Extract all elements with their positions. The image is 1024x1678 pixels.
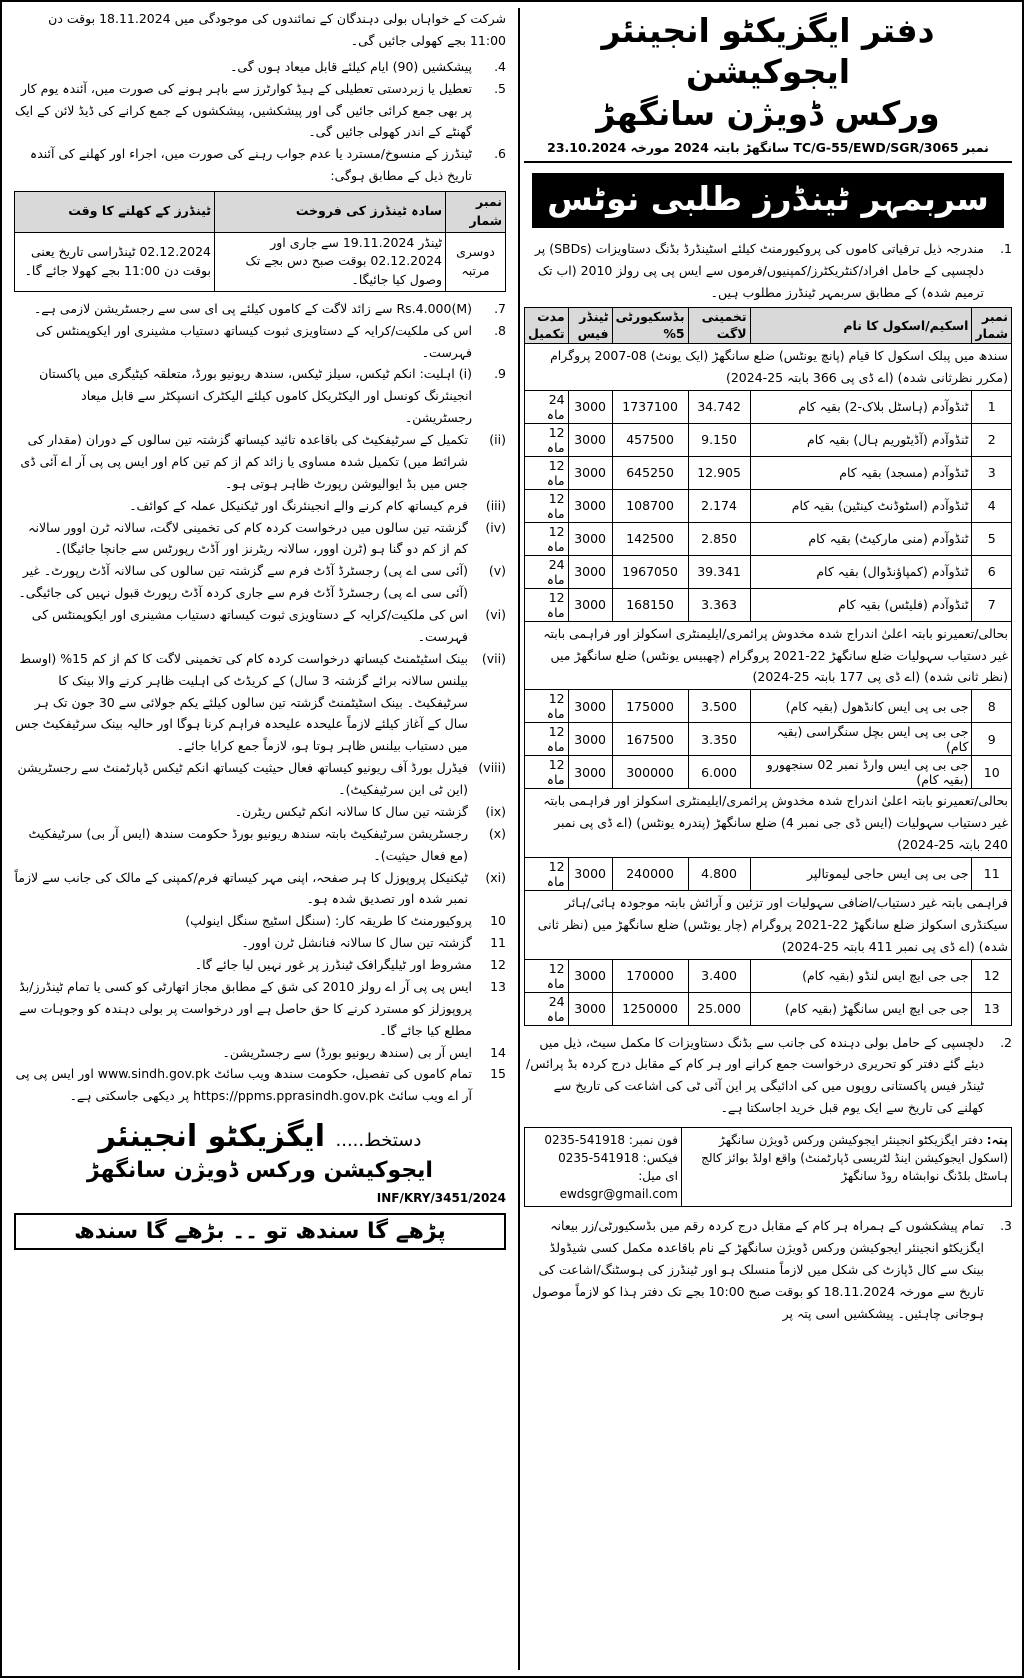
row-cost: 39.341 xyxy=(688,555,750,588)
para-3 xyxy=(524,1215,1012,1324)
row-period: 12 ماہ xyxy=(525,857,569,890)
eligibility-item-text: گزشتہ تین سال کا سالانہ انکم ٹیکس ریٹرن۔ xyxy=(234,803,468,819)
header-fee: ٹینڈر فیس xyxy=(568,308,612,344)
row-tender-fee: 3000 xyxy=(568,456,612,489)
items-group-c xyxy=(14,910,506,1107)
continued-text: شرکت کے خواہاں بولی دہندگان کے نمائندوں کی موجودگی میں 18.11.2024 بوقت دن 11:00 بجے کھولی جائیں گی۔ xyxy=(48,11,506,48)
row-period: 12 ماہ xyxy=(525,489,569,522)
row-serial: 2 xyxy=(972,423,1012,456)
list-item-text: تعطیل یا زبردستی تعطیلی کے ہیڈ کوارٹرز سے باہر ہونے کی صورت میں، آئندہ یوم کار پر بھی جمع کرائی جائیں گی اور پیشکشیں، پیشکشوں کے جمع کرانے کی ڈیڈ لائن کے ایک گھنٹے کے اندر کھولی جائیں گی۔ xyxy=(14,80,472,140)
address-box xyxy=(524,1127,1012,1207)
notice-banner: سربمہر ٹینڈرز طلبی نوٹس xyxy=(532,173,1004,228)
retender-table xyxy=(14,191,506,292)
scheme-group-row xyxy=(525,621,1012,690)
list-item xyxy=(14,932,506,954)
eligibility-item-text: تکمیل کے سرٹیفکیٹ کی باقاعدہ تائید کیساتھ گزشتہ تین سالوں کے دوران (مقدار کی شرائط میں) تکمیل شدہ مساوی یا زائد کم از کم تین کام اور ایس پی پی آر اے آئی ڈی جس میں بڈ ایوالیوشن رپورٹ ظاہر ہوتی ہو۔ xyxy=(20,432,468,491)
list-item-num: 7. xyxy=(494,300,506,316)
eligibility-item-text: فیڈرل بورڈ آف ریونیو کیساتھ فعال حیثیت کیساتھ انکم ٹیکس ڈپارٹمنٹ سے رجسٹریشن (این ٹی این سرٹیفکیٹ)۔ xyxy=(17,760,468,797)
phone-label: فون نمبر: xyxy=(628,1133,678,1147)
eligibility-item-text: (آئی سی اے پی) رجسٹرڈ آڈٹ فرم سے گزشتہ تین سالوں کی سالانہ آڈٹ رپورٹ۔ غیر (آئی سی اے پی) رجسٹرڈ آڈٹ فرم سے جاری کردہ آڈٹ رپورٹ قبول نہیں کی جائیگی۔ xyxy=(18,563,468,601)
list-item xyxy=(14,56,506,78)
table-row xyxy=(525,390,1012,423)
row-bid-security: 300000 xyxy=(612,756,688,789)
items-group-b xyxy=(14,298,506,429)
row-serial: 11 xyxy=(972,857,1012,890)
signature-block xyxy=(14,1119,506,1154)
row-serial: 4 xyxy=(972,489,1012,522)
signature-label: دستخط..... xyxy=(335,1130,422,1152)
list-item-num: 10 xyxy=(490,913,506,929)
phone-number: 0235-541918 xyxy=(544,1133,626,1147)
para-2 xyxy=(524,1032,1012,1120)
list-item-num: 6. xyxy=(494,146,506,162)
list-item-num: 11 xyxy=(490,935,506,951)
eligibility-item-num: (viii) xyxy=(478,760,506,776)
row-serial: 1 xyxy=(972,390,1012,423)
row-serial: 12 xyxy=(972,959,1012,992)
row-cost: 6.000 xyxy=(688,756,750,789)
inf-number: INF/KRY/3451/2024 xyxy=(376,1191,506,1206)
list-item xyxy=(14,954,506,976)
list-item-text: ایس آر بی (سندھ ریونیو بورڈ) سے رجسٹریشن۔ xyxy=(222,1044,472,1060)
row-serial: 13 xyxy=(972,992,1012,1025)
list-item-text: ٹینڈرز کے منسوخ/مسترد یا عدم جواب رہنے کی صورت میں، اجراء اور کھلنے کی آئندہ تاریخ ذیل کے مطابق ہوگی: xyxy=(29,146,472,184)
scheme-group-row xyxy=(525,789,1012,858)
eligibility-item xyxy=(14,604,506,648)
list-item-num: 9. xyxy=(494,366,506,382)
row-period: 12 ماہ xyxy=(525,690,569,723)
row-bid-security: 168150 xyxy=(612,588,688,621)
list-item-text: تمام کاموں کی تفصیل، حکومت سندھ ویب سائٹ www.sindh.gov.pk اور ایس پی پی آر اے ویب سائٹ https://ppms.pprasindh.gov.pk پر دیکھی جاسکتی ہے۔ xyxy=(15,1066,472,1104)
eligibility-item xyxy=(14,823,506,867)
right-column xyxy=(518,8,1018,1670)
list-item-num: 13 xyxy=(490,978,506,994)
row-serial: 6 xyxy=(972,555,1012,588)
row-bid-security: 645250 xyxy=(612,456,688,489)
list-item-text: گزشتہ تین سال کا سالانہ فنانشل ٹرن اوور۔ xyxy=(241,935,472,951)
eligibility-item xyxy=(14,648,506,757)
row-period: 12 ماہ xyxy=(525,456,569,489)
eligibility-item-text: گزشتہ تین سالوں میں درخواست کردہ کام کی تخمینی لاگت، سالانہ ٹرن اوور سالانہ کم از کم دو گنا ہو (ٹرن اوور، سالانہ ریٹرنز اور آڈٹ رپورٹس سے جانچا جائیگا)۔ xyxy=(28,519,468,557)
row-tender-fee: 3000 xyxy=(568,555,612,588)
list-item xyxy=(14,363,506,429)
list-item-num: 12 xyxy=(490,957,506,972)
row-tender-fee: 3000 xyxy=(568,857,612,890)
row-serial: 9 xyxy=(972,723,1012,756)
table-row xyxy=(525,723,1012,756)
signature-title: ایگزیکٹو انجینئر xyxy=(98,1119,326,1155)
intro-paragraph xyxy=(524,238,1012,304)
list-item-text: ایس پی پی آر اے رولز 2010 کی شق کے مطابق مجاز اتھارٹی کو کسی یا تمام ٹینڈرز/بڈ پروپوزلز کو مسترد کرنے کا حق حاصل ہے اور درخواست پر بولی دہندہ کو وجوہات سے مطلع کیا جائے گا۔ xyxy=(19,978,472,1038)
address-left xyxy=(682,1128,1011,1206)
row-cost: 3.500 xyxy=(688,690,750,723)
eligibility-item xyxy=(14,517,506,561)
scheme-group-row xyxy=(525,890,1012,959)
eligibility-item xyxy=(14,867,506,911)
row-cost: 9.150 xyxy=(688,423,750,456)
retender-serial: دوسری مرتبہ xyxy=(446,232,506,291)
office-subtitle: ورکس ڈویژن سانگھڑ xyxy=(596,93,940,133)
header-period: مدت تکمیل xyxy=(525,308,569,344)
row-bid-security: 240000 xyxy=(612,857,688,890)
row-period: 24 ماہ xyxy=(525,555,569,588)
scheme-group-row xyxy=(525,343,1012,390)
list-item-text: مشروط اور ٹیلیگرافک ٹینڈرز پر غور نہیں لیا جائے گا۔ xyxy=(194,957,472,972)
eligibility-item-text: رجسٹریشن سرٹیفکیٹ بابتہ سندھ ریونیو بورڈ حکومت سندھ (ایس آر بی) سرٹیفکیٹ (مع فعال حیثیت)۔ xyxy=(28,825,468,863)
list-item xyxy=(14,320,506,364)
reference-number: نمبر TC/G-55/EWD/SGR/3065 سانگھڑ بابتہ 2024 مورخہ 23.10.2024 xyxy=(524,140,1012,163)
row-period: 12 ماہ xyxy=(525,723,569,756)
eligibility-item-num: (ix) xyxy=(485,803,506,819)
row-scheme-name: جی جی ایچ ایس سانگھڑ (بقیہ کام) xyxy=(750,992,972,1025)
table-row xyxy=(525,423,1012,456)
row-bid-security: 142500 xyxy=(612,522,688,555)
row-scheme-name: ٹنڈوآدم (کمپاؤنڈوال) بقیہ کام xyxy=(750,555,972,588)
eligibility-item-text: فرم کیساتھ کام کرنے والے انجینئرنگ اور ٹیکنیکل عملہ کے کوائف۔ xyxy=(129,497,468,513)
scheme-group-heading: بحالی/تعمیرنو بابتہ اعلیٰ اندراج شدہ مخدوش پرائمری/ایلیمنٹری اسکولز اور فراہمی بابتہ غیر دستیاب سہولیات (ایس ڈی جی نمبر 4) ضلع سانگھڑ (پندرہ یونٹس) (اے ڈی پی نمبر 240 بابتہ 25-2024) xyxy=(525,789,1012,858)
row-tender-fee: 3000 xyxy=(568,588,612,621)
intro-num: 1. xyxy=(1000,240,1012,256)
header-scheme: اسکیم/اسکول کا نام xyxy=(750,308,972,344)
table-row xyxy=(525,690,1012,723)
row-bid-security: 1967050 xyxy=(612,555,688,588)
eligibility-item-text: اس کی ملکیت/کرایہ کے دستاویزی ثبوت کیساتھ دستیاب مشینری اور ایکوپمنٹس کی فہرست۔ xyxy=(31,607,468,644)
row-cost: 3.350 xyxy=(688,723,750,756)
works-table xyxy=(524,307,1012,1025)
list-item-text: پیشکشیں (90) ایام کیلئے قابل میعاد ہوں گی۔ xyxy=(230,58,472,74)
works-table-header xyxy=(525,308,1012,344)
intro-text: مندرجہ ذیل ترقیاتی کاموں کی پروکیورمنٹ کیلئے اسٹینڈرڈ بڈنگ دستاویزات (SBDs) پر دلچسپی کے حامل افراد/کنٹریکٹرز/کمپنیوں/فرموں سے ایس پی پی رولز 2010 (اب تک ترمیم شدہ) کے مطابق سربمہر ٹینڈرز مطلوب ہیں۔ xyxy=(534,240,984,300)
eligibility-item-text: ٹیکنیکل پروپوزل کا ہر صفحہ، اپنی مہر کیساتھ فرم/کمپنی کے مالک کی جانب سے لازماً نمبر شدہ اور تصدیق شدہ ہو۔ xyxy=(14,869,468,907)
retender-row xyxy=(15,232,506,291)
row-tender-fee: 3000 xyxy=(568,522,612,555)
table-row xyxy=(525,456,1012,489)
row-scheme-name: ٹنڈوآدم (اسٹوڈنٹ کینٹین) بقیہ کام xyxy=(750,489,972,522)
scheme-group-heading: سندھ میں پبلک اسکول کا قیام (پانچ یونٹس) ضلع سانگھڑ (ایک یونٹ) 08-2007 پروگرام (مکرر نظرثانی شدہ) (اے ڈی پی 366 بابتہ 25-2024) xyxy=(525,343,1012,390)
fax-number: 0235-541918 xyxy=(558,1151,639,1165)
table-row xyxy=(525,555,1012,588)
row-bid-security: 175000 xyxy=(612,690,688,723)
row-serial: 3 xyxy=(972,456,1012,489)
row-cost: 25.000 xyxy=(688,992,750,1025)
row-cost: 3.400 xyxy=(688,959,750,992)
eligibility-item-num: (vii) xyxy=(481,650,506,666)
eligibility-item xyxy=(14,560,506,604)
row-scheme-name: جی بی پی ایس بچل سنگراسی (بقیہ کام) xyxy=(750,723,972,756)
eligibility-item xyxy=(14,757,506,801)
list-item-num: 4. xyxy=(494,58,506,74)
row-period: 12 ماہ xyxy=(525,588,569,621)
list-item xyxy=(14,1063,506,1107)
list-item-text: پروکیورمنٹ کا طریقہ کار: (سنگل اسٹیج سنگل اینولپ) xyxy=(185,913,472,929)
row-cost: 4.800 xyxy=(688,857,750,890)
row-scheme-name: جی بی پی ایس حاجی لیموتالپر xyxy=(750,857,972,890)
table-row xyxy=(525,959,1012,992)
address-label: پتہ: xyxy=(986,1133,1008,1147)
para-3-text: تمام پیشکشوں کے ہمراہ ہر کام کے مقابل درج کردہ رقم میں بڈسکیورٹی/زر بیعانہ ایگزیکٹو انجینئر ایجوکیشن ورکس ڈویژن سانگھڑ کے نام باقاعدہ مکمل کسی شیڈولڈ بینک سے کال ڈپازٹ کی شکل میں لازماً منسلک ہو اور ٹینڈرز کی ہوسٹنگ/اشاعت کی تاریخ سے مورخہ 18.11.2024 کو بوقت صبح 10:00 بجے تک دفتر ہذا کو لازماً موصول ہوجانی چاہئیں۔ پیشکشیں اسی پتہ پر xyxy=(532,1218,984,1321)
row-scheme-name: جی بی پی ایس کانڈھول (بقیہ کام) xyxy=(750,690,972,723)
row-tender-fee: 3000 xyxy=(568,423,612,456)
eligibility-item-num: (xi) xyxy=(485,869,506,885)
row-period: 12 ماہ xyxy=(525,756,569,789)
retender-sale: ٹینڈر 19.11.2024 سے جاری اور 02.12.2024 بوقت صبح دس بجے تک وصول کیا جائیگا۔ xyxy=(215,232,446,291)
row-serial: 5 xyxy=(972,522,1012,555)
eligibility-item xyxy=(14,495,506,517)
row-serial: 10 xyxy=(972,756,1012,789)
row-period: 24 ماہ xyxy=(525,390,569,423)
eligibility-item-num: (x) xyxy=(488,825,506,841)
eligibility-item-text: بینک اسٹیٹمنٹ کیساتھ درخواست کردہ کام کی تخمینی لاگت کا کم از کم 15% (اوسط بیلنس سالانہ برائے گزشتہ 3 سال) کے کریڈٹ کی اہلیت ظاہر کرنے والا بینک کا سرٹیفکیٹ۔ بینک اسٹیٹمنٹ گزشتہ تین سالوں کیلئے یکم جولائی سے 30 جون تک ہر سال کے آغاز کیلئے لازماً علیحدہ علیحدہ فراہم کرنا ہوگا اور حالیہ بینک سرٹیفکیٹ جس میں دستیاب بیلنس ظاہر ہوتا ہو، لازماً جمع کرایا جائے۔ xyxy=(15,650,468,754)
row-bid-security: 108700 xyxy=(612,489,688,522)
eligibility-item-num: (iii) xyxy=(485,497,506,513)
left-column xyxy=(10,8,510,1670)
list-item xyxy=(14,976,506,1042)
row-bid-security: 1737100 xyxy=(612,390,688,423)
row-cost: 2.850 xyxy=(688,522,750,555)
table-row xyxy=(525,756,1012,789)
row-cost: 34.742 xyxy=(688,390,750,423)
list-item-num: 14 xyxy=(490,1044,506,1060)
row-scheme-name: ٹنڈوآدم (مسجد) بقیہ کام xyxy=(750,456,972,489)
row-scheme-name: ٹنڈوآدم (منی مارکیٹ) بقیہ کام xyxy=(750,522,972,555)
slogan: پڑھے گا سندھ تو ۔۔ بڑھے گا سندھ xyxy=(14,1213,506,1250)
row-tender-fee: 3000 xyxy=(568,992,612,1025)
eligibility-item-num: (ii) xyxy=(489,432,506,447)
row-serial: 8 xyxy=(972,690,1012,723)
eligibility-item xyxy=(14,429,506,495)
row-scheme-name: ٹنڈوآدم (ہاسٹل بلاک-2) بقیہ کام xyxy=(750,390,972,423)
list-item xyxy=(14,298,506,320)
header-cost: تخمینی لاگت xyxy=(688,308,750,344)
row-tender-fee: 3000 xyxy=(568,959,612,992)
row-serial: 7 xyxy=(972,588,1012,621)
row-scheme-name: جی بی پی ایس وارڈ نمبر 02 سنجھورو (بقیہ کام) xyxy=(750,756,972,789)
row-period: 24 ماہ xyxy=(525,992,569,1025)
address-contacts xyxy=(525,1128,682,1206)
eligibility-subitems xyxy=(14,429,506,910)
row-period: 12 ماہ xyxy=(525,423,569,456)
row-cost: 12.905 xyxy=(688,456,750,489)
row-period: 12 ماہ xyxy=(525,959,569,992)
row-scheme-name: ٹنڈوآدم (فلیٹس) بقیہ کام xyxy=(750,588,972,621)
retender-opening: 02.12.2024 ٹینڈراسی تاریخ یعنی بوقت دن 11:00 بجے کھولا جائے گا۔ xyxy=(15,232,215,291)
address-text: دفتر ایگزیکٹو انجینئر ایجوکیشن ورکس ڈویژن سانگھڑ (اسکول ایجوکیشن اینڈ لٹریسی ڈپارٹمنٹ) واقع اولڈ بوائز کالج ہاسٹل بلڈنگ نوابشاہ روڈ سانگھڑ xyxy=(701,1133,1008,1183)
row-period: 12 ماہ xyxy=(525,522,569,555)
retender-header-sale: سادہ ٹینڈرز کی فروخت xyxy=(215,192,446,233)
row-bid-security: 167500 xyxy=(612,723,688,756)
row-bid-security: 170000 xyxy=(612,959,688,992)
list-item-text: (i) اہلیت: انکم ٹیکس، سیلز ٹیکس، سندھ ریونیو بورڈ، متعلقہ کیٹیگری میں پاکستان انجینئرنگ کونسل اور الیکٹریکل کاموں کیلئے الیکٹرک انسپکٹر سے قابل میعاد رجسٹریشن۔ xyxy=(39,366,472,426)
para-2-text: دلچسپی کے حامل بولی دہندہ کی جانب سے بڈنگ دستاویزات کا مکمل سیٹ، ذیل میں دیئے گئے دفتر کو تحریری درخواست جمع کرانے اور ہر کام کے مقابل درج کردہ بڈ پرائس/ٹینڈر فیس پاکستانی روپوں میں کی ادائیگی پر این آئی ٹی کی اشاعت کی تاریخ سے کھلنے کی تاریخ سے ایک یوم قبل خرید اجاسکتا ہے۔ xyxy=(526,1034,984,1116)
email-label: ای میل: xyxy=(638,1169,678,1183)
row-tender-fee: 3000 xyxy=(568,690,612,723)
list-item xyxy=(14,910,506,932)
eligibility-item-num: (vi) xyxy=(485,607,506,622)
row-cost: 2.174 xyxy=(688,489,750,522)
para-2-num: 2. xyxy=(1000,1034,1012,1050)
table-row xyxy=(525,588,1012,621)
email-address[interactable]: ewdsgr@gmail.com xyxy=(559,1187,678,1201)
table-row xyxy=(525,489,1012,522)
list-item xyxy=(14,1042,506,1064)
retender-header-opening: ٹینڈرز کے کھلنے کا وقت xyxy=(15,192,215,233)
office-title: دفتر ایگزیکٹو انجینئر ایجوکیشن xyxy=(601,11,935,92)
eligibility-item-num: (iv) xyxy=(485,519,506,535)
row-bid-security: 1250000 xyxy=(612,992,688,1025)
row-tender-fee: 3000 xyxy=(568,723,612,756)
row-tender-fee: 3000 xyxy=(568,756,612,789)
works-table-body xyxy=(525,343,1012,1025)
signature-office: ایجوکیشن ورکس ڈویژن سانگھڑ xyxy=(87,1158,433,1184)
table-row xyxy=(525,992,1012,1025)
fax-label: فیکس: xyxy=(642,1151,678,1165)
scheme-group-heading: فراہمی بابتہ غیر دستیاب/اضافی سہولیات اور تزئین و آرائش بابتہ موجودہ ہائی/ہائر سیکنڈری اسکولز ضلع سانگھڑ 22-2021 پروگرام (چار یونٹس) ضلع سانگھڑ میں (نظر ثانی شدہ) (اے ڈی پی نمبر 411 بابتہ 25-2024) xyxy=(525,890,1012,959)
list-item-num: 15 xyxy=(490,1066,506,1082)
items-group-a xyxy=(14,56,506,187)
list-item-num: 5. xyxy=(494,80,506,96)
row-bid-security: 457500 xyxy=(612,423,688,456)
row-tender-fee: 3000 xyxy=(568,489,612,522)
header-security: بڈسکیورٹی 5% xyxy=(612,308,688,344)
list-item xyxy=(14,143,506,187)
retender-header xyxy=(15,192,506,233)
list-item-num: 8. xyxy=(494,322,506,338)
eligibility-item xyxy=(14,801,506,823)
row-scheme-name: جی جی ایچ ایس لنڈو (بقیہ کام) xyxy=(750,959,972,992)
list-item-text: اس کی ملکیت/کرایہ کے دستاویزی ثبوت کیساتھ دستیاب مشینری اور ایکوپمنٹس کی فہرست۔ xyxy=(35,322,472,360)
row-tender-fee: 3000 xyxy=(568,390,612,423)
table-row xyxy=(525,522,1012,555)
eligibility-item-num: (v) xyxy=(488,563,506,579)
para-3-num: 3. xyxy=(1000,1218,1012,1233)
list-item-text: Rs.4.000(M) سے زائد لاگت کے کاموں کیلئے پی ای سی سے رجسٹریشن لازمی ہے۔ xyxy=(33,300,472,316)
header-serial: نمبر شمار xyxy=(972,308,1012,344)
para-3-continued xyxy=(14,8,506,52)
scheme-group-heading: بحالی/تعمیرنو بابتہ اعلیٰ اندراج شدہ مخدوش پرائمری/ایلیمنٹری اسکولز اور فراہمی بابتہ غیر دستیاب سہولیات ضلع سانگھڑ 22-2021 پروگرام (چھبیس یونٹس) ضلع سانگھڑ میں (نظر ثانی شدہ) (اے ڈی پی 177 بابتہ 25-2024) xyxy=(525,621,1012,690)
row-scheme-name: ٹنڈوآدم (آڈیٹوریم ہال) بقیہ کام xyxy=(750,423,972,456)
table-row xyxy=(525,857,1012,890)
retender-header-serial: نمبر شمار xyxy=(446,192,506,233)
row-cost: 3.363 xyxy=(688,588,750,621)
list-item xyxy=(14,78,506,144)
